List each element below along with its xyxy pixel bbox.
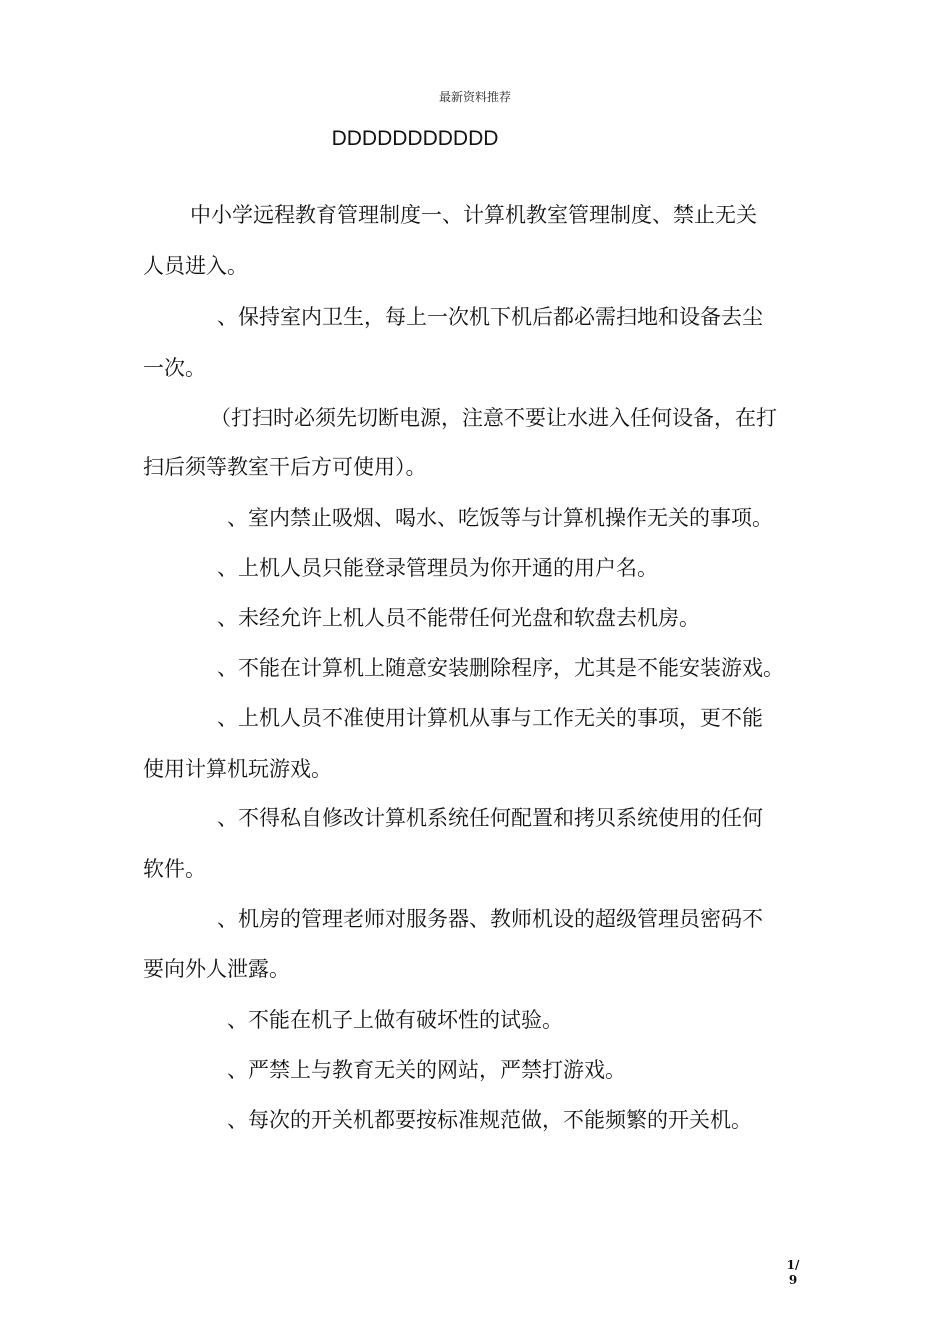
body-line: 、上机人员不准使用计算机从事与工作无关的事项，更不能	[217, 706, 763, 730]
page-header: 最新资料推荐	[438, 90, 511, 104]
body-line: 、每次的开关机都要按标准规范做，不能频繁的开关机。	[227, 1108, 752, 1132]
body-line: 、上机人员只能登录管理员为你开通的用户名。	[217, 556, 658, 580]
body-line: 、机房的管理老师对服务器、教师机设的超级管理员密码不	[217, 907, 763, 931]
page-number-current: 1/	[786, 1258, 800, 1272]
body-line: （打扫时必须先切断电源，注意不要让水进入任何设备，在打	[210, 406, 777, 430]
body-line: 人员进入。	[143, 254, 248, 278]
body-line: 扫后须等教室干后方可使用）。	[143, 455, 427, 479]
body-line: 、不能在机子上做有破坏性的试验。	[227, 1008, 563, 1032]
body-line: 、室内禁止吸烟、喝水、吃饭等与计算机操作无关的事项。	[227, 506, 773, 530]
body-line: 中小学远程教育管理制度一、计算机教室管理制度、禁止无关	[190, 203, 757, 227]
body-line: 使用计算机玩游戏。	[143, 757, 332, 781]
body-line: 、不得私自修改计算机系统任何配置和拷贝系统使用的任何	[217, 806, 763, 830]
body-line: 软件。	[143, 857, 206, 881]
page-number	[786, 1258, 800, 1288]
body-line: 要向外人泄露。	[143, 957, 290, 981]
body-line: 、保持室内卫生，每上一次机下机后都必需扫地和设备去尘	[217, 305, 763, 329]
page-number-total: 9	[788, 1273, 798, 1287]
body-line: 、不能在计算机上随意安装删除程序，尤其是不能安装游戏。	[217, 656, 784, 680]
document-title: DDDDDDDDDDD	[331, 127, 499, 150]
body-line: 、严禁上与教育无关的网站，严禁打游戏。	[227, 1058, 626, 1082]
body-line: 、未经允许上机人员不能带任何光盘和软盘去机房。	[217, 606, 700, 630]
body-line: 一次。	[143, 356, 206, 380]
